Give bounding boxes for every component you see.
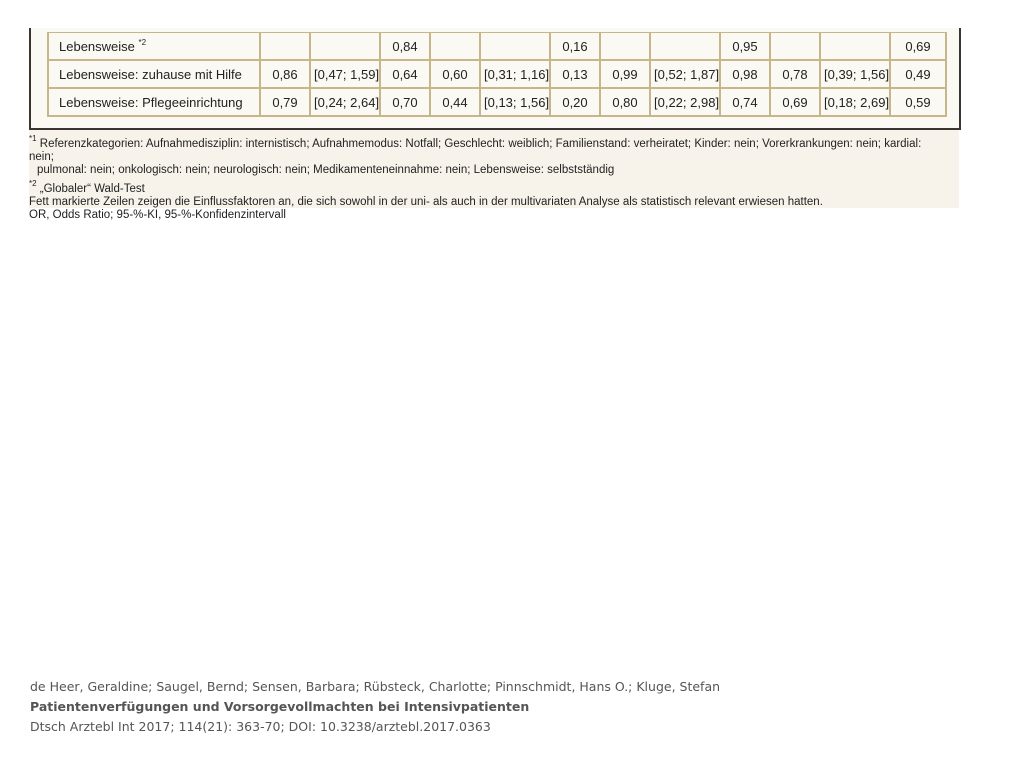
table-cell: [0,18; 2,69] <box>820 88 890 116</box>
table-cell: 0,44 <box>430 88 480 116</box>
footnote-marker: *2 <box>138 38 147 47</box>
footnote-2-text: „Globaler“ Wald-Test <box>39 183 145 195</box>
table-cell: 0,64 <box>380 60 430 88</box>
results-table <box>47 32 947 117</box>
table-cell <box>480 33 550 61</box>
table-cell <box>770 33 820 61</box>
table-cell: 0,69 <box>770 88 820 116</box>
table-row <box>48 60 946 88</box>
row-label <box>48 60 260 88</box>
table-cell: [0,31; 1,16] <box>480 60 550 88</box>
row-label <box>48 33 260 61</box>
table-cell <box>650 33 720 61</box>
table-cell <box>430 33 480 61</box>
footnote-2-marker: *2 <box>29 179 37 188</box>
note-bold-rows: Fett markierte Zeilen zeigen die Einflussfaktoren an, die sich sowohl in der uni- als auch in der multivariaten Analyse als statistisch relevant erwiesen hatten. <box>29 196 823 208</box>
table-cell <box>600 33 650 61</box>
table-cell <box>820 33 890 61</box>
table-figure <box>29 28 959 221</box>
table-row <box>48 33 946 61</box>
table-cell: 0,86 <box>260 60 310 88</box>
citation-authors: de Heer, Geraldine; Saugel, Bernd; Sensen, Barbara; Rübsteck, Charlotte; Pinnschmidt, Hans O.; Kluge, Stefan <box>30 679 721 694</box>
footnote-1-continued: pulmonal: nein; onkologisch: nein; neurologisch: nein; Medikamenteneinnahme: nein; Lebensweise: selbstständig <box>37 164 615 176</box>
table-cell: 0,49 <box>890 60 946 88</box>
table-cell: 0,59 <box>890 88 946 116</box>
table-cell: [0,47; 1,59] <box>310 60 380 88</box>
table-cell: 0,69 <box>890 33 946 61</box>
table-cell: 0,74 <box>720 88 770 116</box>
footnote-1 <box>29 132 949 164</box>
table-cell: 0,79 <box>260 88 310 116</box>
table-cell: 0,13 <box>550 60 600 88</box>
table-row <box>48 88 946 116</box>
table-cell: 0,84 <box>380 33 430 61</box>
table-cell: 0,60 <box>430 60 480 88</box>
note-abbreviations: OR, Odds Ratio; 95-%-KI, 95-%-Konfidenzintervall <box>29 209 286 221</box>
table-cell: [0,13; 1,56] <box>480 88 550 116</box>
footnote-2 <box>29 177 949 196</box>
table-cell <box>260 33 310 61</box>
table-frame <box>29 28 961 130</box>
table-cell: [0,22; 2,98] <box>650 88 720 116</box>
table-cell: 0,99 <box>600 60 650 88</box>
row-label-text: Lebensweise: zuhause mit Hilfe <box>59 66 242 82</box>
citation-title: Patientenverfügungen und Vorsorgevollmachten bei Intensivpatienten <box>30 699 530 714</box>
table-cell: 0,78 <box>770 60 820 88</box>
footnote-1-marker: *1 <box>29 134 37 143</box>
table-footnotes <box>29 132 949 222</box>
table-cell: 0,95 <box>720 33 770 61</box>
table-cell <box>310 33 380 61</box>
table-cell: 0,20 <box>550 88 600 116</box>
table-cell: 0,80 <box>600 88 650 116</box>
citation <box>30 677 720 737</box>
table-cell: 0,70 <box>380 88 430 116</box>
row-label <box>48 88 260 116</box>
table-cell: 0,98 <box>720 60 770 88</box>
table-body <box>48 33 946 117</box>
footnote-1-text: Referenzkategorien: Aufnahmedisziplin: internistisch; Aufnahmemodus: Notfall; Geschlecht: weiblich; Familienstand: verheiratet; Kinder: nein; Vorerkrankungen: nein; kardial: nein; <box>29 138 922 163</box>
table-cell: [0,24; 2,64] <box>310 88 380 116</box>
table-cell: 0,16 <box>550 33 600 61</box>
table-cell: [0,52; 1,87] <box>650 60 720 88</box>
table-cell: [0,39; 1,56] <box>820 60 890 88</box>
row-label-text: Lebensweise: Pflegeeinrichtung <box>59 94 243 110</box>
row-label-text: Lebensweise <box>59 39 135 54</box>
citation-source: Dtsch Arztebl Int 2017; 114(21): 363-70; DOI: 10.3238/arztebl.2017.0363 <box>30 719 491 734</box>
